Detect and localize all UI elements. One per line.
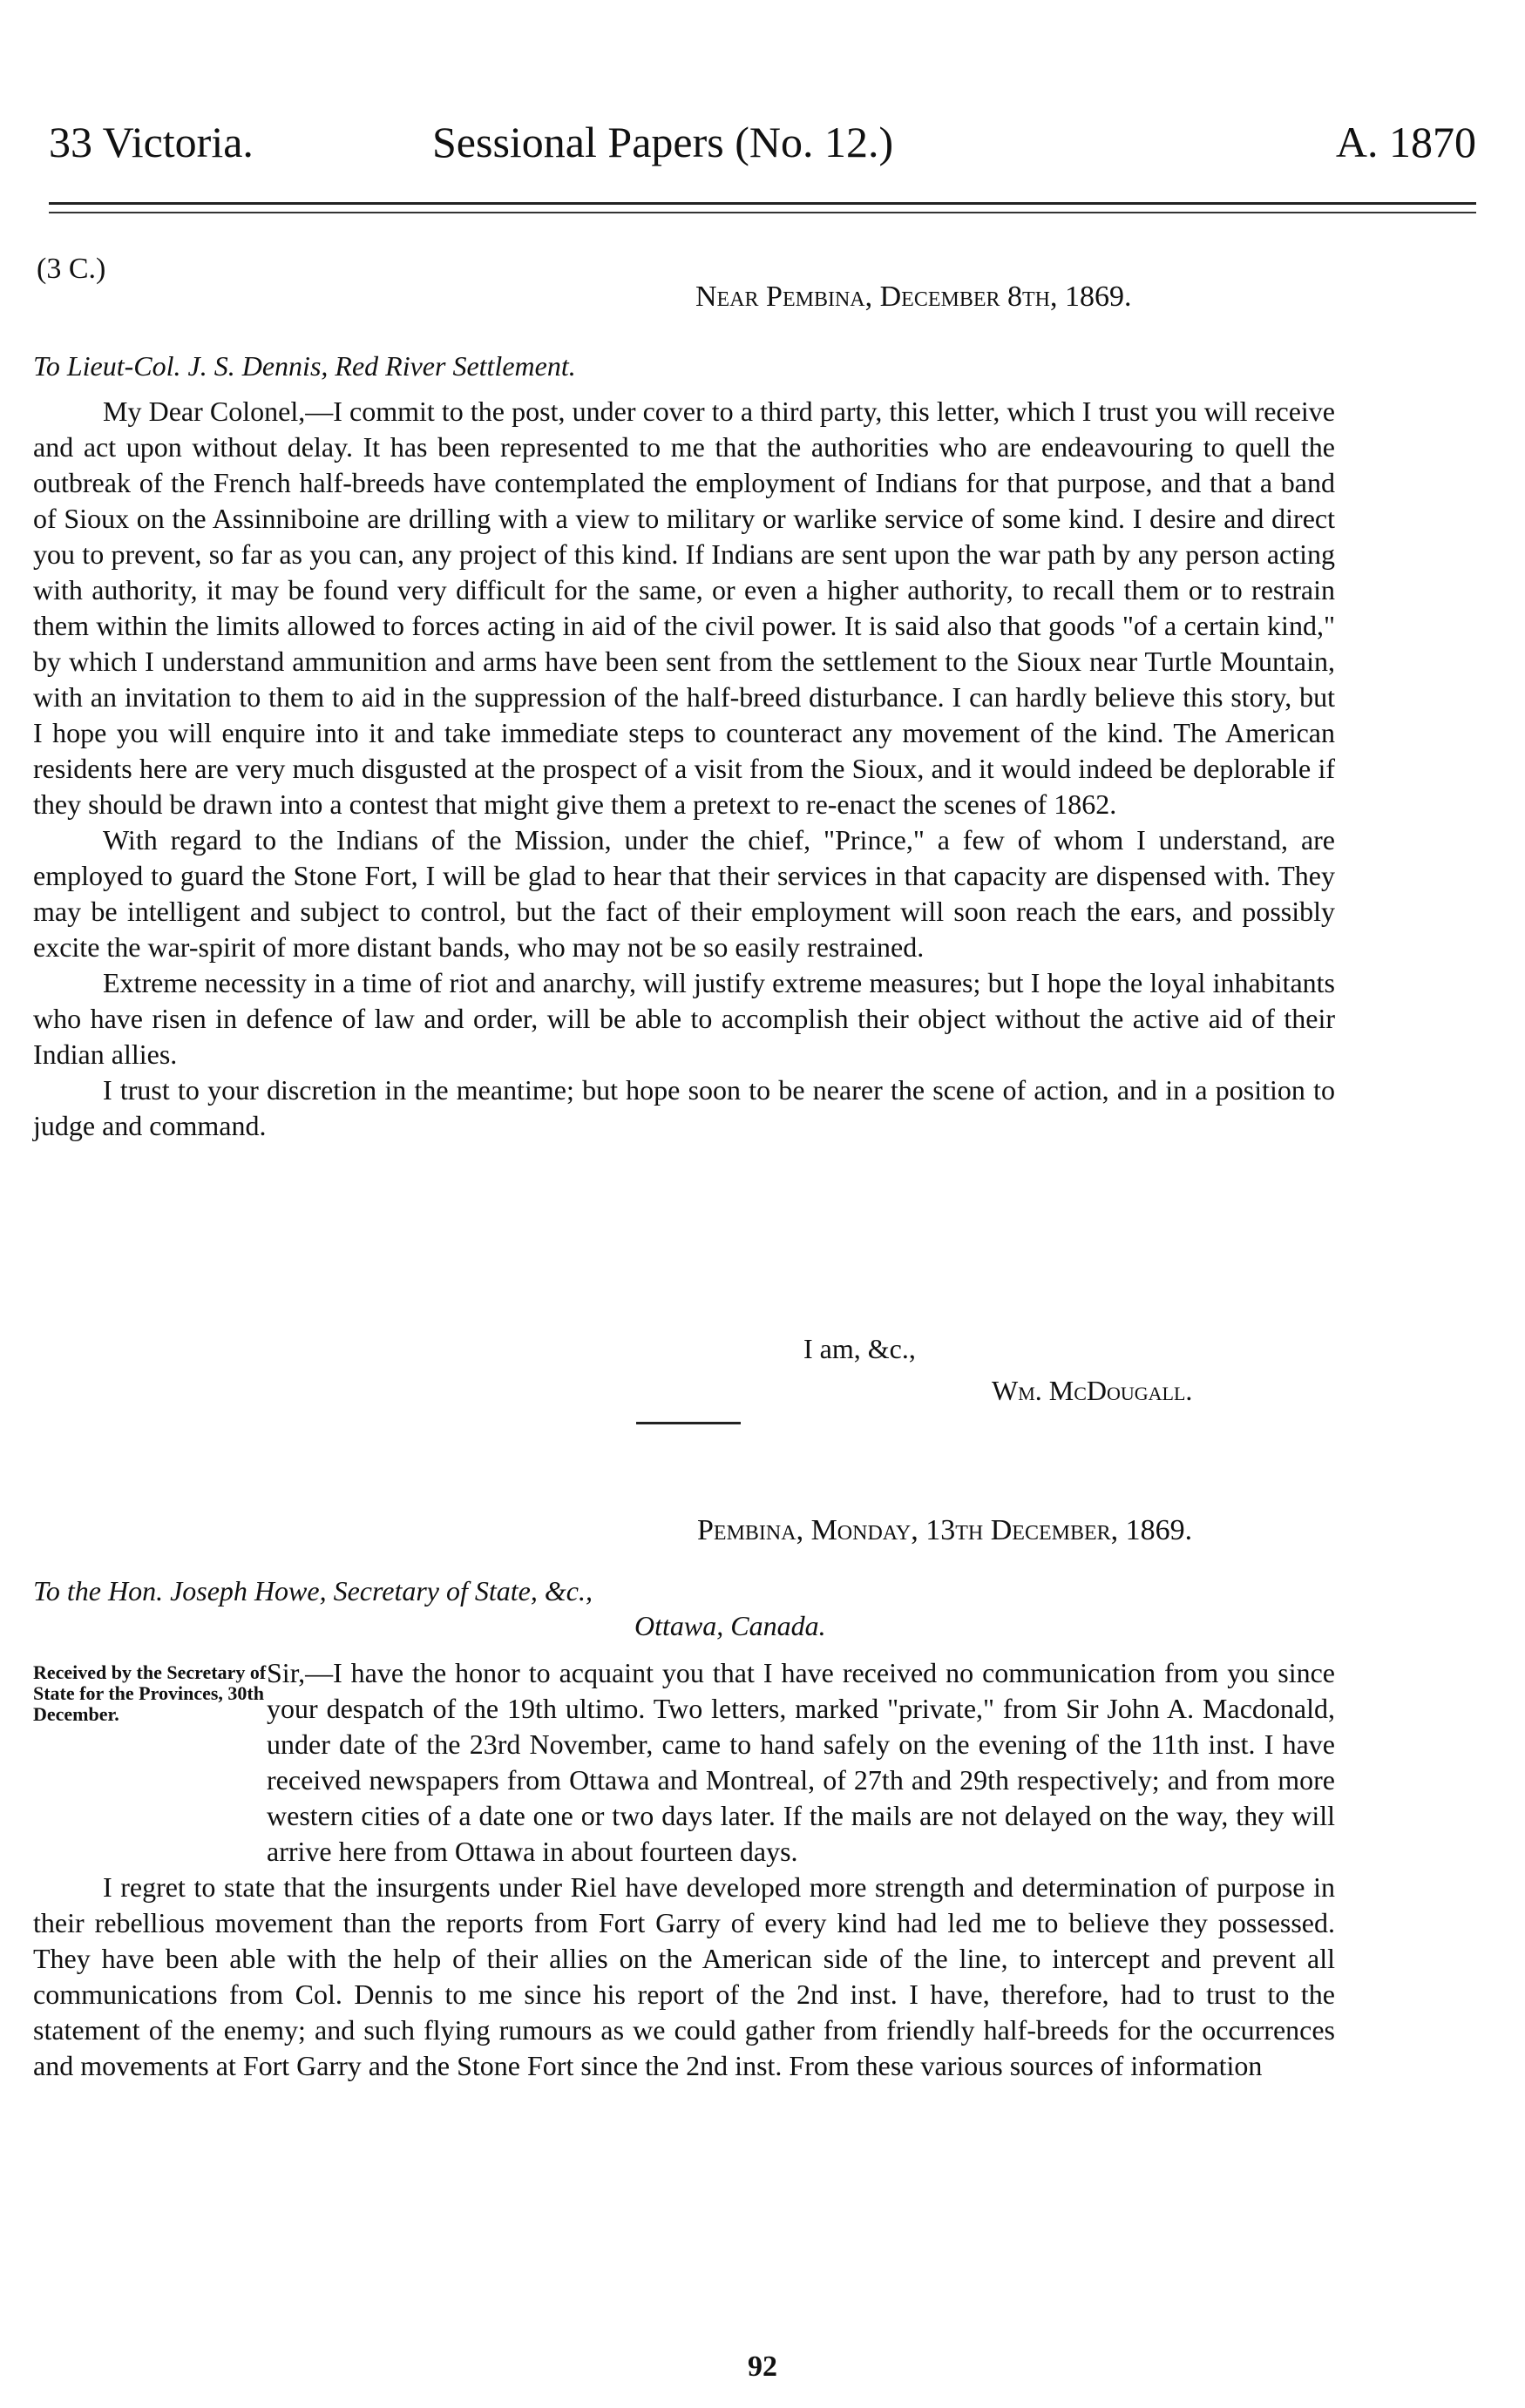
letter2-paragraph: Sir,—I have the honor to acquaint you that I have received no communication from you since your despatch of the 19th ultimo. Two letters, marked "private," from Sir John A. Macdonald, under date of the 23rd November, came to hand safely on the evening of the 11th inst. I have received newspapers from Ottawa and Montreal, of 27th and 29th respectively; and from more western cities of a date one or two days later. If the mails are not delayed on the way, they will arrive here from Ottawa in about fourteen days.	[267, 1657, 1335, 1867]
header-title: Sessional Papers (No. 12.)	[432, 118, 894, 166]
page-number: 92	[748, 2351, 777, 2383]
letter2-addressee-line2: Ottawa, Canada.	[634, 1610, 826, 1641]
document-number: (3 C.)	[37, 253, 106, 285]
letter1-paragraph: My Dear Colonel,—I commit to the post, under cover to a third party, this letter, which I trust you will receive and act upon without delay. It has been represented to me that the authorities who are endeavouring to quell the outbreak of the French half-breeds have contemplated the employment of Indians for that purpose, and that a band of Sioux on the Assinniboine are drilling with a view to military or warlike service of some kind. I desire and direct you to prevent, so far as you can, any project of this kind. If Indians are sent upon the war path by any person acting with authority, it may be found very difficult for the same, or even a higher authority, to recall them or to restrain them within the limits allowed to forces acting in aid of the civil power. It is said also that goods "of a certain kind," by which I understand ammunition and arms have been sent from the settlement to the Sioux near Turtle Mountain, with an invitation to them to aid in the suppression of the half-breed disturbance. I can hardly believe this story, but I hope you will enquire into it and take immediate steps to counteract any movement of the kind. The American residents here are very much disgusted at the prospect of a visit from the Sioux, and it would indeed be deplorable if they should be drawn into a contest that might give them a pretext to re-enact the scenes of 1862.	[33, 396, 1335, 820]
section-divider	[636, 1422, 741, 1424]
header-session: 33 Victoria.	[49, 118, 254, 166]
letter2-body	[33, 1655, 1335, 2084]
letter1-paragraph: I trust to your discretion in the meantime; but hope soon to be nearer the scene of action, and in a position to judge and command.	[33, 1074, 1335, 1141]
running-header	[49, 112, 1476, 172]
letter1-paragraph: Extreme necessity in a time of riot and anarchy, will justify extreme measures; but I hope the loyal inhabitants who have risen in defence of law and order, will be able to accomplish their object without the active aid of their Indian allies.	[33, 967, 1335, 1070]
letter1-paragraph: With regard to the Indians of the Mission, under the chief, "Prince," a few of whom I understand, are employed to guard the Stone Fort, I will be glad to hear that their services in that capacity are dispensed with. They may be intelligent and subject to control, but the fact of their employment will soon reach the ears, and possibly excite the war-spirit of more distant bands, who may not be so easily restrained.	[33, 824, 1335, 963]
letter1-place-date: Near Pembina, December 8th, 1869.	[695, 281, 1132, 313]
letter1-addressee: To Lieut-Col. J. S. Dennis, Red River Settlement.	[33, 350, 576, 382]
margin-note: Received by the Secretary of State for the Provinces, 30th December.	[33, 1661, 267, 1725]
letter1-body	[33, 394, 1335, 1144]
header-rule	[49, 202, 1476, 205]
letter2-addressee-line1: To the Hon. Joseph Howe, Secretary of State, &c.,	[33, 1575, 593, 1606]
letter2-paragraph: I regret to state that the insurgents under Riel have developed more strength and determination of purpose in their rebellious movement than the reports from Fort Garry of every kind had led me to believe they possessed. They have been able with the help of their allies on the American side of the line, to intercept and prevent all communications from Col. Dennis to me since his report of the 2nd inst. I have, therefore, had to trust to the statement of the enemy; and such flying rumours as we could gather from friendly half-breeds for the occurrences and movements at Fort Garry and the Stone Fort since the 2nd inst. From these various sources of information	[33, 1871, 1335, 2081]
header-rule-secondary	[49, 212, 1476, 213]
letter1-closing: I am, &c.,	[803, 1333, 916, 1364]
letter2-place-date: Pembina, Monday, 13th December, 1869.	[697, 1514, 1193, 1546]
header-year: A. 1870	[1335, 118, 1476, 166]
letter1-signature: Wm. McDougall.	[992, 1375, 1193, 1406]
